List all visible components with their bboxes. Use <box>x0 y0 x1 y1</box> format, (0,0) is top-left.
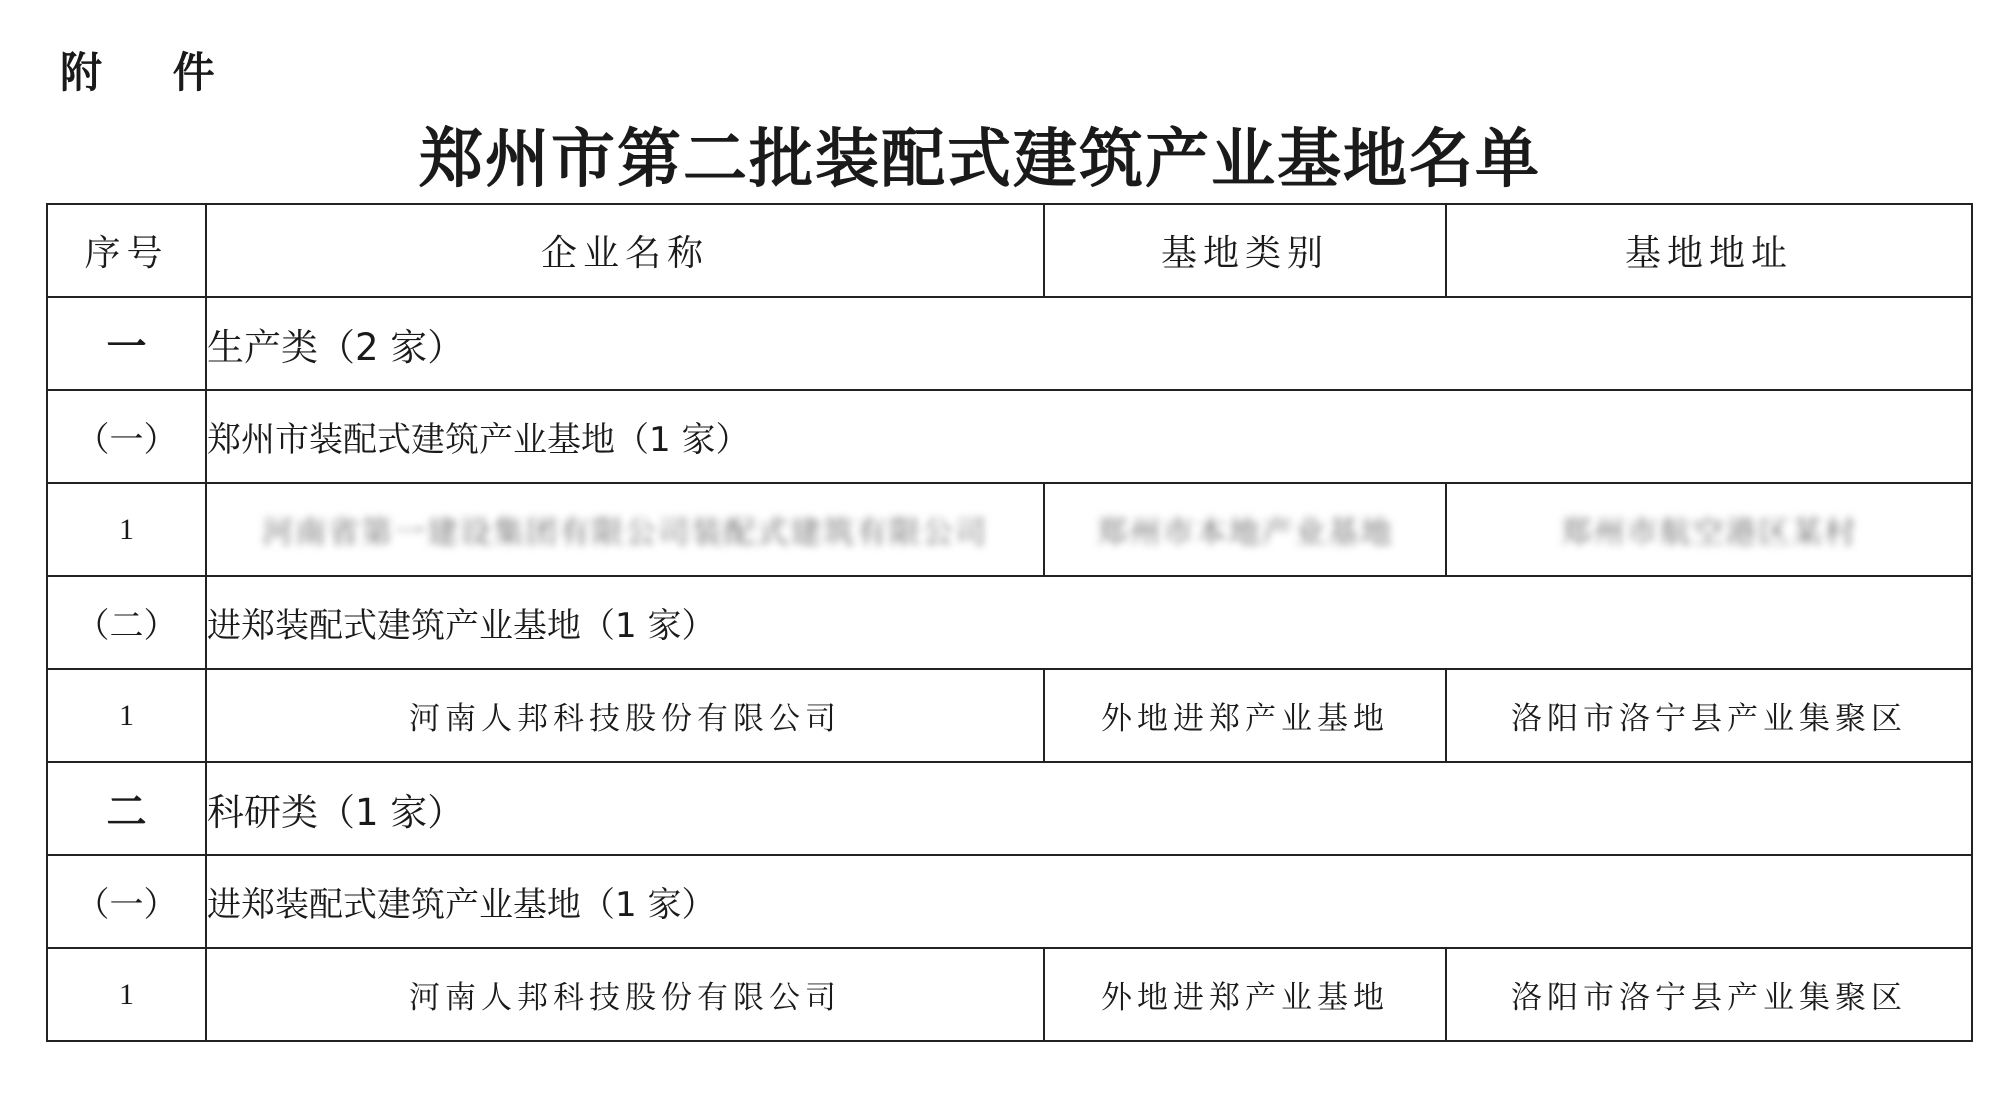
company-name: 河南人邦科技股份有限公司 <box>206 948 1044 1041</box>
subsection-label: 郑州市装配式建筑产业基地（1 家） <box>206 390 1972 483</box>
table-header-row <box>47 204 1972 297</box>
base-address-redacted <box>1446 483 1972 576</box>
subsection-row <box>47 855 1972 948</box>
redacted-text: 郑州市本地产业基地 <box>1096 515 1394 551</box>
base-roster-table <box>46 203 1973 1042</box>
attachment-label: 附 件 <box>60 48 243 97</box>
section-seq: 二 <box>47 762 206 855</box>
header-seq: 序号 <box>47 204 206 297</box>
row-seq: 1 <box>47 669 206 762</box>
company-name: 河南人邦科技股份有限公司 <box>206 669 1044 762</box>
header-address: 基地地址 <box>1446 204 1972 297</box>
section-seq: 一 <box>47 297 206 390</box>
company-name-redacted <box>206 483 1044 576</box>
redacted-text: 河南省第一建设集团有限公司装配式建筑有限公司 <box>262 515 988 551</box>
section-label: 科研类（1 家） <box>206 762 1972 855</box>
base-address: 洛阳市洛宁县产业集聚区 <box>1446 669 1972 762</box>
table-row <box>47 669 1972 762</box>
subsection-seq: （一） <box>47 390 206 483</box>
base-address: 洛阳市洛宁县产业集聚区 <box>1446 948 1972 1041</box>
subsection-label: 进郑装配式建筑产业基地（1 家） <box>206 855 1972 948</box>
base-type: 外地进郑产业基地 <box>1044 948 1446 1041</box>
header-type: 基地类别 <box>1044 204 1446 297</box>
header-company: 企业名称 <box>206 204 1044 297</box>
table-row <box>47 483 1972 576</box>
row-seq: 1 <box>47 483 206 576</box>
subsection-label: 进郑装配式建筑产业基地（1 家） <box>206 576 1972 669</box>
base-type-redacted <box>1044 483 1446 576</box>
base-type: 外地进郑产业基地 <box>1044 669 1446 762</box>
subsection-seq: （一） <box>47 855 206 948</box>
document-title: 郑州市第二批装配式建筑产业基地名单 <box>419 122 1541 197</box>
table-row <box>47 948 1972 1041</box>
subsection-row <box>47 576 1972 669</box>
subsection-seq: （二） <box>47 576 206 669</box>
section-row <box>47 762 1972 855</box>
redacted-text: 郑州市航空港区某村 <box>1560 515 1858 551</box>
section-label: 生产类（2 家） <box>206 297 1972 390</box>
subsection-row <box>47 390 1972 483</box>
row-seq: 1 <box>47 948 206 1041</box>
section-row <box>47 297 1972 390</box>
